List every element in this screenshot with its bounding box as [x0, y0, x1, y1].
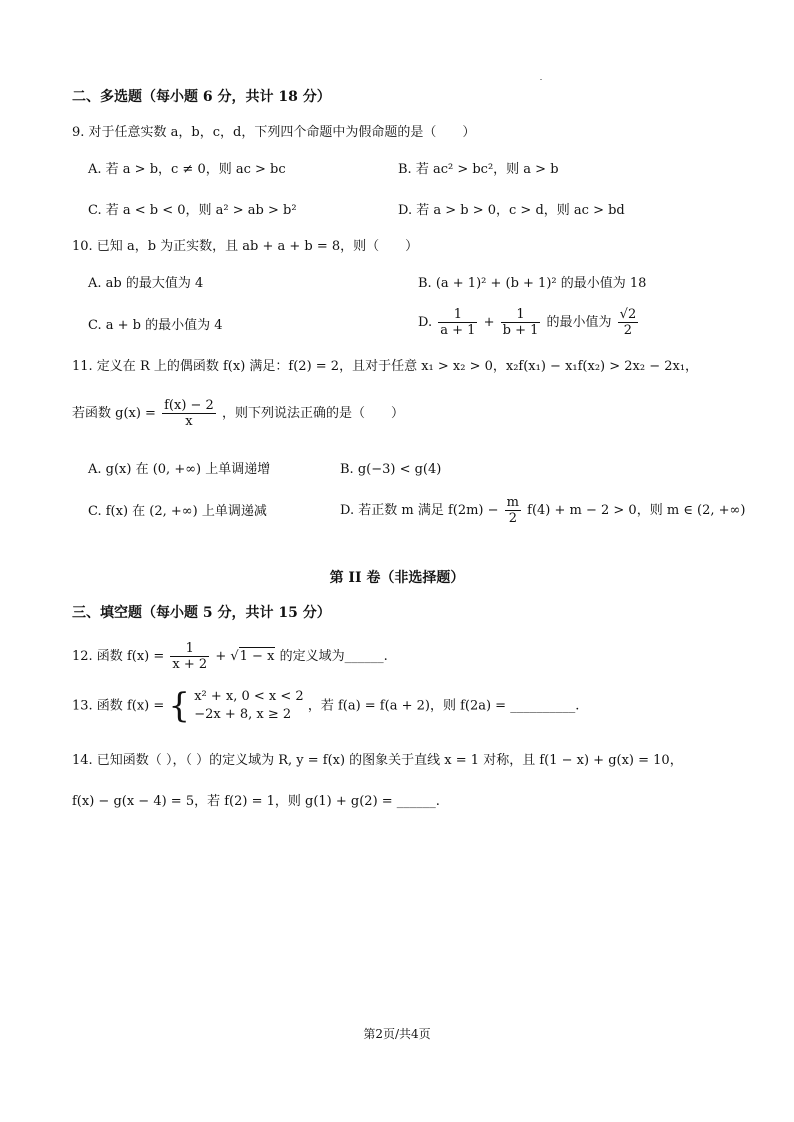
q11-stem-line2 — [72, 398, 404, 429]
q11-d-fraction: $\frac{m}{2}$ — [506, 495, 519, 526]
q11-option-d — [340, 495, 745, 526]
q10-d-fraction-2: $\frac{1}{b + 1}$ — [502, 307, 539, 338]
q14-line2: f(x) − g(x − 4) = 5，若 f(2) = 1，则 g(1) + g(2) = ______. — [72, 794, 440, 809]
q10-option-a: A. ab 的最大值为 4 — [88, 276, 204, 291]
q9-option-d: D. 若 a > b > 0，c > d，则 ac > bd — [398, 203, 625, 218]
q13-prefix: 13. 函数 f(x) = — [72, 698, 165, 714]
q13 — [72, 688, 579, 724]
section3-title: 三、填空题（每小题 5 分，共计 15 分） — [72, 605, 331, 621]
q9-stem: 9. 对于任意实数 a，b，c，d，下列四个命题中为假命题的是（ ） — [72, 125, 476, 140]
q13-brace: { — [168, 686, 191, 726]
q12-prefix: 12. 函数 f(x) = — [72, 649, 165, 664]
q11-fraction: $\frac{f(x) - 2}{x}$ — [164, 398, 214, 429]
q11-d-suffix: f(4) + m − 2 > 0，则 m ∈ (2, +∞) — [527, 503, 746, 518]
q10-option-b: B. (a + 1)² + (b + 1)² 的最小值为 18 — [418, 276, 647, 291]
q9-option-a: A. 若 a > b，c ≠ 0，则 ac > bc — [88, 162, 286, 177]
q13-cases — [194, 688, 303, 724]
q13-suffix: ，若 f(a) = f(a + 2)，则 f(2a) = __________. — [307, 698, 580, 714]
q11-stem2-suffix: ，则下列说法正确的是（ ） — [221, 406, 404, 421]
q12 — [72, 641, 388, 672]
q14-line1: 14. 已知函数（ ），（ ）的定义域为 R, y = f(x) 的图象关于直线 x = 1 对称，且 f(1 − x) + g(x) = 10， — [72, 753, 683, 768]
q9-option-c: C. 若 a < b < 0，则 a² > ab > b² — [88, 203, 297, 218]
q10-option-d — [418, 307, 640, 338]
q13-case1: x² + x, 0 < x < 2 — [194, 689, 304, 704]
page-footer: 第2页/共4页 — [363, 1027, 431, 1041]
q10-stem: 10. 已知 a，b 为正实数，且 ab + a + b = 8，则（ ） — [72, 239, 419, 254]
q12-sqrt: √1 − x — [230, 649, 275, 664]
q13-case2: −2x + 8, x ≥ 2 — [194, 707, 292, 722]
q10-d-text: 的最小值为 — [546, 315, 612, 330]
section2-title: 二、多选题（每小题 6 分，共计 18 分） — [72, 89, 331, 105]
q10-d-fraction-3: $\frac{√2}{2}$ — [619, 307, 637, 338]
q11-option-b: B. g(−3) < g(4) — [340, 462, 442, 477]
part2-title: 第 II 卷（非选择题） — [329, 570, 465, 586]
scan-dot — [540, 79, 542, 80]
q10-d-plus: + — [483, 315, 495, 330]
q10-option-c: C. a + b 的最小值为 4 — [88, 318, 223, 333]
q12-suffix: 的定义域为______. — [279, 649, 388, 664]
q11-stem2-prefix: 若函数 g(x) = — [72, 406, 156, 421]
q10-d-prefix: D. — [418, 315, 433, 330]
q10-d-fraction-1: $\frac{1}{a + 1}$ — [440, 307, 476, 338]
q9-option-b: B. 若 ac² > bc²，则 a > b — [398, 162, 559, 177]
q11-d-prefix: D. 若正数 m 满足 f(2m) − — [340, 503, 499, 518]
q12-fraction: $\frac{1}{x + 2}$ — [172, 641, 208, 672]
q11-option-a: A. g(x) 在 (0, +∞) 上单调递增 — [88, 462, 271, 477]
q11-stem-line1: 11. 定义在 R 上的偶函数 f(x) 满足：f(2) = 2，且对于任意 x₁ > x₂ > 0，x₂f(x₁) − x₁f(x₂) > 2x₂ − 2x₁， — [72, 359, 699, 374]
q11-option-c: C. f(x) 在 (2, +∞) 上单调递减 — [88, 504, 267, 519]
q12-plus: + — [215, 649, 227, 664]
